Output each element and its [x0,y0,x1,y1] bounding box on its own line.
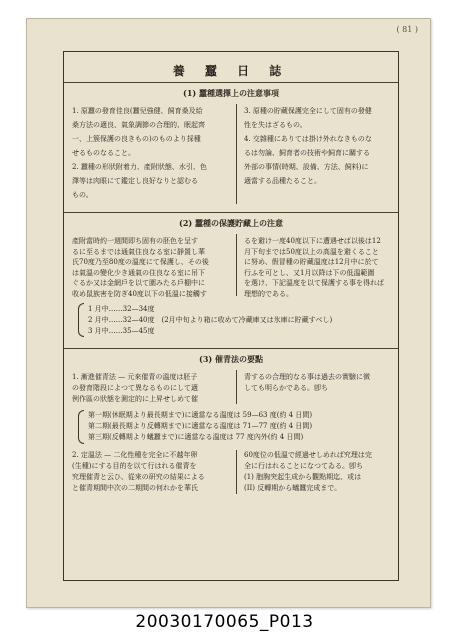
text-line: るを避け一度40度以下に遭遇せば以後は12 [244,237,381,245]
text-line: 產附當時約一週間即ち固有の胚色を呈す [72,237,198,245]
period-brace [78,410,84,444]
document-page [26,18,431,608]
section3-column-divider-a [236,370,237,404]
text-line: せるものなること。 [72,149,135,157]
section3-heading: (3) 催青法の要點 [199,354,263,364]
text-line: しても明らかである。卽ち [244,384,328,392]
page-title: 養 蠶 日 誌 [172,64,290,78]
section2-heading: (2) 蠶種の保護貯藏上の注意 [179,218,283,228]
text-line: 外部の事情(時期、設備、方法、飼料)に [244,163,369,171]
text-line: 2. 蠶種の形狀附着力、產附狀態、水引、色 [72,163,207,171]
text-line: 60度位の低溫で經過せしめれば究理は完 [244,451,372,459]
text-line: 理想的である。 [244,289,293,298]
text-line: 第三期(反轉期より蟻蠶まで)に適當なる溫度は 77 度內外(約 4 日間) [88,433,304,441]
text-line: を選け、下記溫度を以て保護する事を得れば [244,279,384,287]
text-line: るは勿論、飼育者の技術や飼育に關する [244,149,370,157]
text-line: と催青期間中次の二期間の何れかを華氏 [72,484,198,492]
section2-divider [64,348,398,349]
text-line: るに至るまでは通氣住良なる室に靜置し華 [72,247,205,256]
text-line: (生種)にする目的を以て行はれる催青を [72,462,197,470]
text-line: の發育階段によつて異なるものにして適 [72,384,198,392]
text-line: 1. 原蠶の發育佳良(蠶兒強健、飼育桑及給 [72,107,203,115]
text-line: 月下旬までは50度以上の高溫を避くること [244,247,379,256]
text-line: に努め、假冒種の貯藏溫度は12月中に於て [244,258,379,266]
text-line: ぐるか又は金網戶を以て圍みたる戶棚中に [72,279,205,287]
text-line: 性を失はざるもの。 [244,121,307,129]
text-line: 1 月中……32—34度 [88,305,155,313]
text-line: 第一期(休眠期より最長期まで)に適當なる溫度は 59—63 度(約 4 日間) [88,411,313,419]
text-line: 2 月中……32—40度 (2月中旬より箱に收めて冷藏庫又は氷庫に貯藏すべし) [88,316,333,324]
section1-heading: (1) 蠶種選擇上の注意事項 [183,88,279,98]
text-line: 3 月中……35—45度 [88,327,155,335]
text-line: 3. 原種の貯藏保護完全にして固有の發健 [244,107,372,115]
text-line: 2. 定溫法 — 二化性種を完全に不越年卵 [72,451,198,459]
text-line: もの。 [72,191,93,199]
page-number: ( 81 ) [396,25,418,34]
text-line: 究理催青と云ひ、從來の研究の結果による [72,473,205,481]
text-line: (1) 胞胸突起生成から觀點期迄、或は [244,473,362,481]
content-frame [63,51,399,581]
text-line: 例作區の狀態を測定的に上昇せしめて催 [72,395,198,403]
temperature-brace [78,303,84,337]
text-line: 全に行はれることになつてゐる。卽ち [244,462,363,470]
text-line: 一、上簇保護の良きもの)のものより採種 [72,135,201,143]
text-line: 收め鼠族害を防ぎ40度以下の低溫に接觸す [72,289,207,298]
text-line: 適當する品種たること。 [244,177,321,185]
text-line: 第二期(最長期より反轉期まで)に適當なる溫度は 71—77 度(約 4 日間) [88,422,313,430]
text-line: 氏70度乃至80度の溫度にて保護し、その後 [72,258,209,266]
text-line: は氣溫の變化少き通氣の住良なる室に吊下 [72,268,205,277]
image-id-caption: 20030170065_P013 [135,612,314,632]
text-line: 1. 漸進催青法 — 元來催青の溫度は胚子 [72,373,198,381]
text-line: 澤等は肉眼にて鑑定し良好なりと認むる [72,177,198,185]
text-line: 桑方法の適良、氣象調節の合理的、眠起齊 [72,121,205,129]
title-divider [64,82,398,83]
section1-divider [64,212,398,213]
section1-column-divider [236,104,237,204]
text-line: 青するの合理的なる事は過去の實驗に徴 [244,373,370,381]
text-line: (II) 反轉期から蟻蠶完成まで。 [244,484,342,492]
text-line: 4. 交雜種にありては掛け外れなきものな [244,135,372,143]
text-line: 行ふを可とし、又1月以降は下の低溫範圍 [244,268,375,277]
section3-column-divider-b [236,450,237,494]
section2-column-divider [236,234,237,296]
